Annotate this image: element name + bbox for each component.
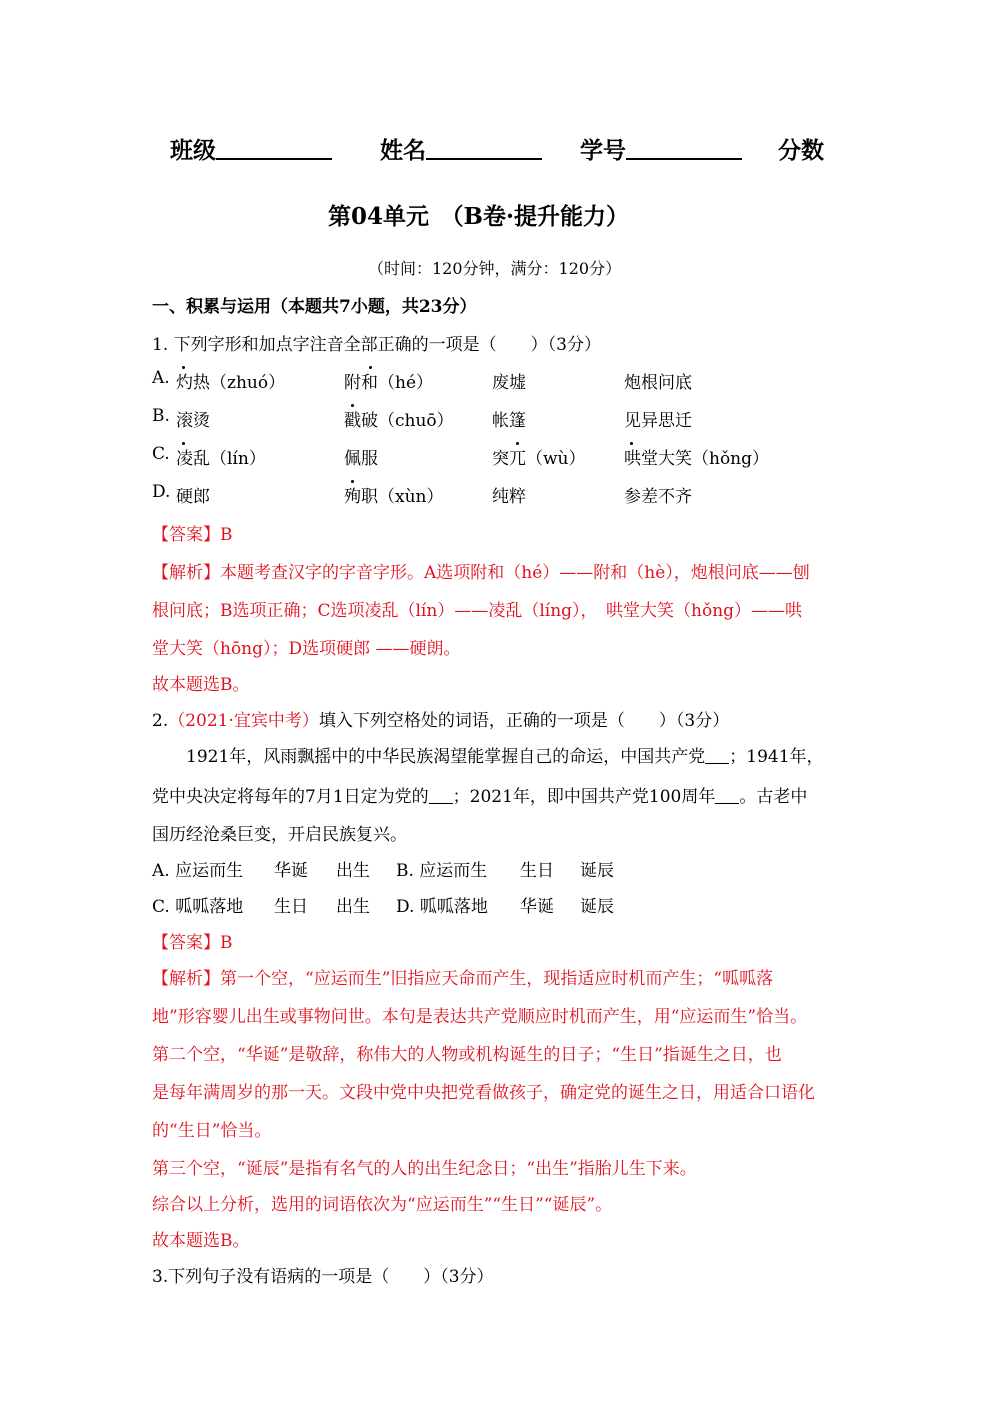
q2-analysis-line: 的“生日”恰当。 — [152, 1121, 272, 1141]
page-subtitle: （时间：120分钟，满分：120分） — [368, 259, 622, 278]
q1-a-word4: 炮根问底 — [624, 373, 692, 393]
q1-d-word2: 殉职（xùn） — [344, 487, 444, 507]
q1-a-word1: 灼热（zhuó） — [176, 373, 286, 393]
class-blank — [216, 134, 332, 160]
q1-d-word3: 纯粹 — [492, 487, 526, 507]
class-label: 班级 — [170, 137, 216, 164]
emphasis-dot — [630, 442, 633, 445]
q2-analysis-line: 第三个空，“诞辰”是指有名气的人的出生纪念日；“出生”指胎儿生下来。 — [152, 1159, 697, 1179]
emphasis-dot — [351, 404, 354, 407]
q2-passage-line: 1921年，风雨飘摇中的中华民族渴望能掌握自己的命运，中国共产党 ；1941年， — [186, 747, 824, 767]
q1-analysis-line: 【解析】本题考查汉字的字音字形。A选项附和（hé）——附和（hè），炮根问底——刨 — [152, 563, 810, 583]
q1-c-word3: 突兀（wù） — [492, 449, 586, 469]
q1-stem: 1. 下列字形和加点字注音全部正确的一项是（ ）（3分） — [152, 335, 601, 355]
emphasis-dot — [369, 366, 372, 369]
q1-b-word1: 滚烫 — [176, 411, 210, 431]
emphasis-dot — [182, 366, 185, 369]
emphasis-dot — [351, 480, 354, 483]
q1-b-word3: 帐篷 — [492, 411, 526, 431]
q1-d-word1: 硬郎 — [176, 487, 210, 507]
q2-passage-line: 党中央决定将每年的7月1日定为党的 ；2021年，即中国共产党100周年 。古老中 — [152, 787, 808, 807]
q2-passage-line: 国历经沧桑巨变，开启民族复兴。 — [152, 825, 407, 845]
emphasis-dot — [516, 442, 519, 445]
name-blank — [426, 134, 542, 160]
q3-stem: 3.下列句子没有语病的一项是（ ）（3分） — [152, 1267, 494, 1287]
q1-analysis-line: 堂大笑（hōng）；D选项硬郎 ——硬朗。 — [152, 639, 461, 659]
name-field — [380, 132, 542, 165]
emphasis-dot — [182, 442, 185, 445]
id-field — [580, 132, 742, 165]
q1-b-word2: 戳破（chuō） — [344, 411, 454, 431]
score-field — [778, 132, 824, 165]
q1-c-word2: 佩服 — [344, 449, 378, 469]
id-blank — [626, 134, 742, 160]
q2-analysis-line: 地”形容婴儿出生或事物问世。本句是表达共产党顺应时机而产生，用“应运而生”恰当。 — [152, 1007, 808, 1027]
q1-analysis-line: 根问底；B选项正确；C选项凌乱（lín）——凌乱（líng）， 哄堂大笑（hǒng）——哄 — [152, 601, 803, 621]
class-field — [170, 132, 332, 165]
page-title: 第04单元 （B卷·提升能力） — [328, 203, 629, 230]
score-label: 分数 — [778, 137, 824, 164]
id-label: 学号 — [580, 137, 626, 164]
q2-stem: 2.（2021·宜宾中考）填入下列空格处的词语，正确的一项是（ ）（3分） — [152, 711, 730, 731]
q1-c-word1: 凌乱（lín） — [176, 449, 266, 469]
q2-source: （2021·宜宾中考） — [168, 711, 319, 731]
q2-conclusion: 故本题选B。 — [152, 1231, 250, 1251]
q1-a-word2: 附和（hé） — [344, 373, 434, 393]
q1-conclusion: 故本题选B。 — [152, 675, 250, 695]
section-heading: 一、积累与运用（本题共7小题，共23分） — [152, 297, 477, 317]
q2-analysis-line: 第二个空，“华诞”是敬辞，称伟大的人物或机构诞生的日子；“生日”指诞生之日，也 — [152, 1045, 782, 1065]
q2-answer: 【答案】B — [152, 933, 233, 953]
q1-a-word3: 废墟 — [492, 373, 526, 393]
name-label: 姓名 — [380, 137, 426, 164]
q1-b-word4: 见异思迁 — [624, 411, 692, 431]
q2-analysis-line: 【解析】第一个空，“应运而生”旧指应天命而产生，现指适应时机而产生；“呱呱落 — [152, 969, 774, 989]
q2-analysis-line: 综合以上分析，选用的词语依次为“应运而生”“生日”“诞辰”。 — [152, 1195, 613, 1215]
q2-analysis-line: 是每年满周岁的那一天。文段中党中央把党看做孩子，确定党的诞生之日，用适合口语化 — [152, 1083, 815, 1103]
q1-d-word4: 参差不齐 — [624, 487, 692, 507]
q1-answer: 【答案】B — [152, 525, 233, 545]
q1-c-word4: 哄堂大笑（hǒng） — [624, 449, 770, 469]
